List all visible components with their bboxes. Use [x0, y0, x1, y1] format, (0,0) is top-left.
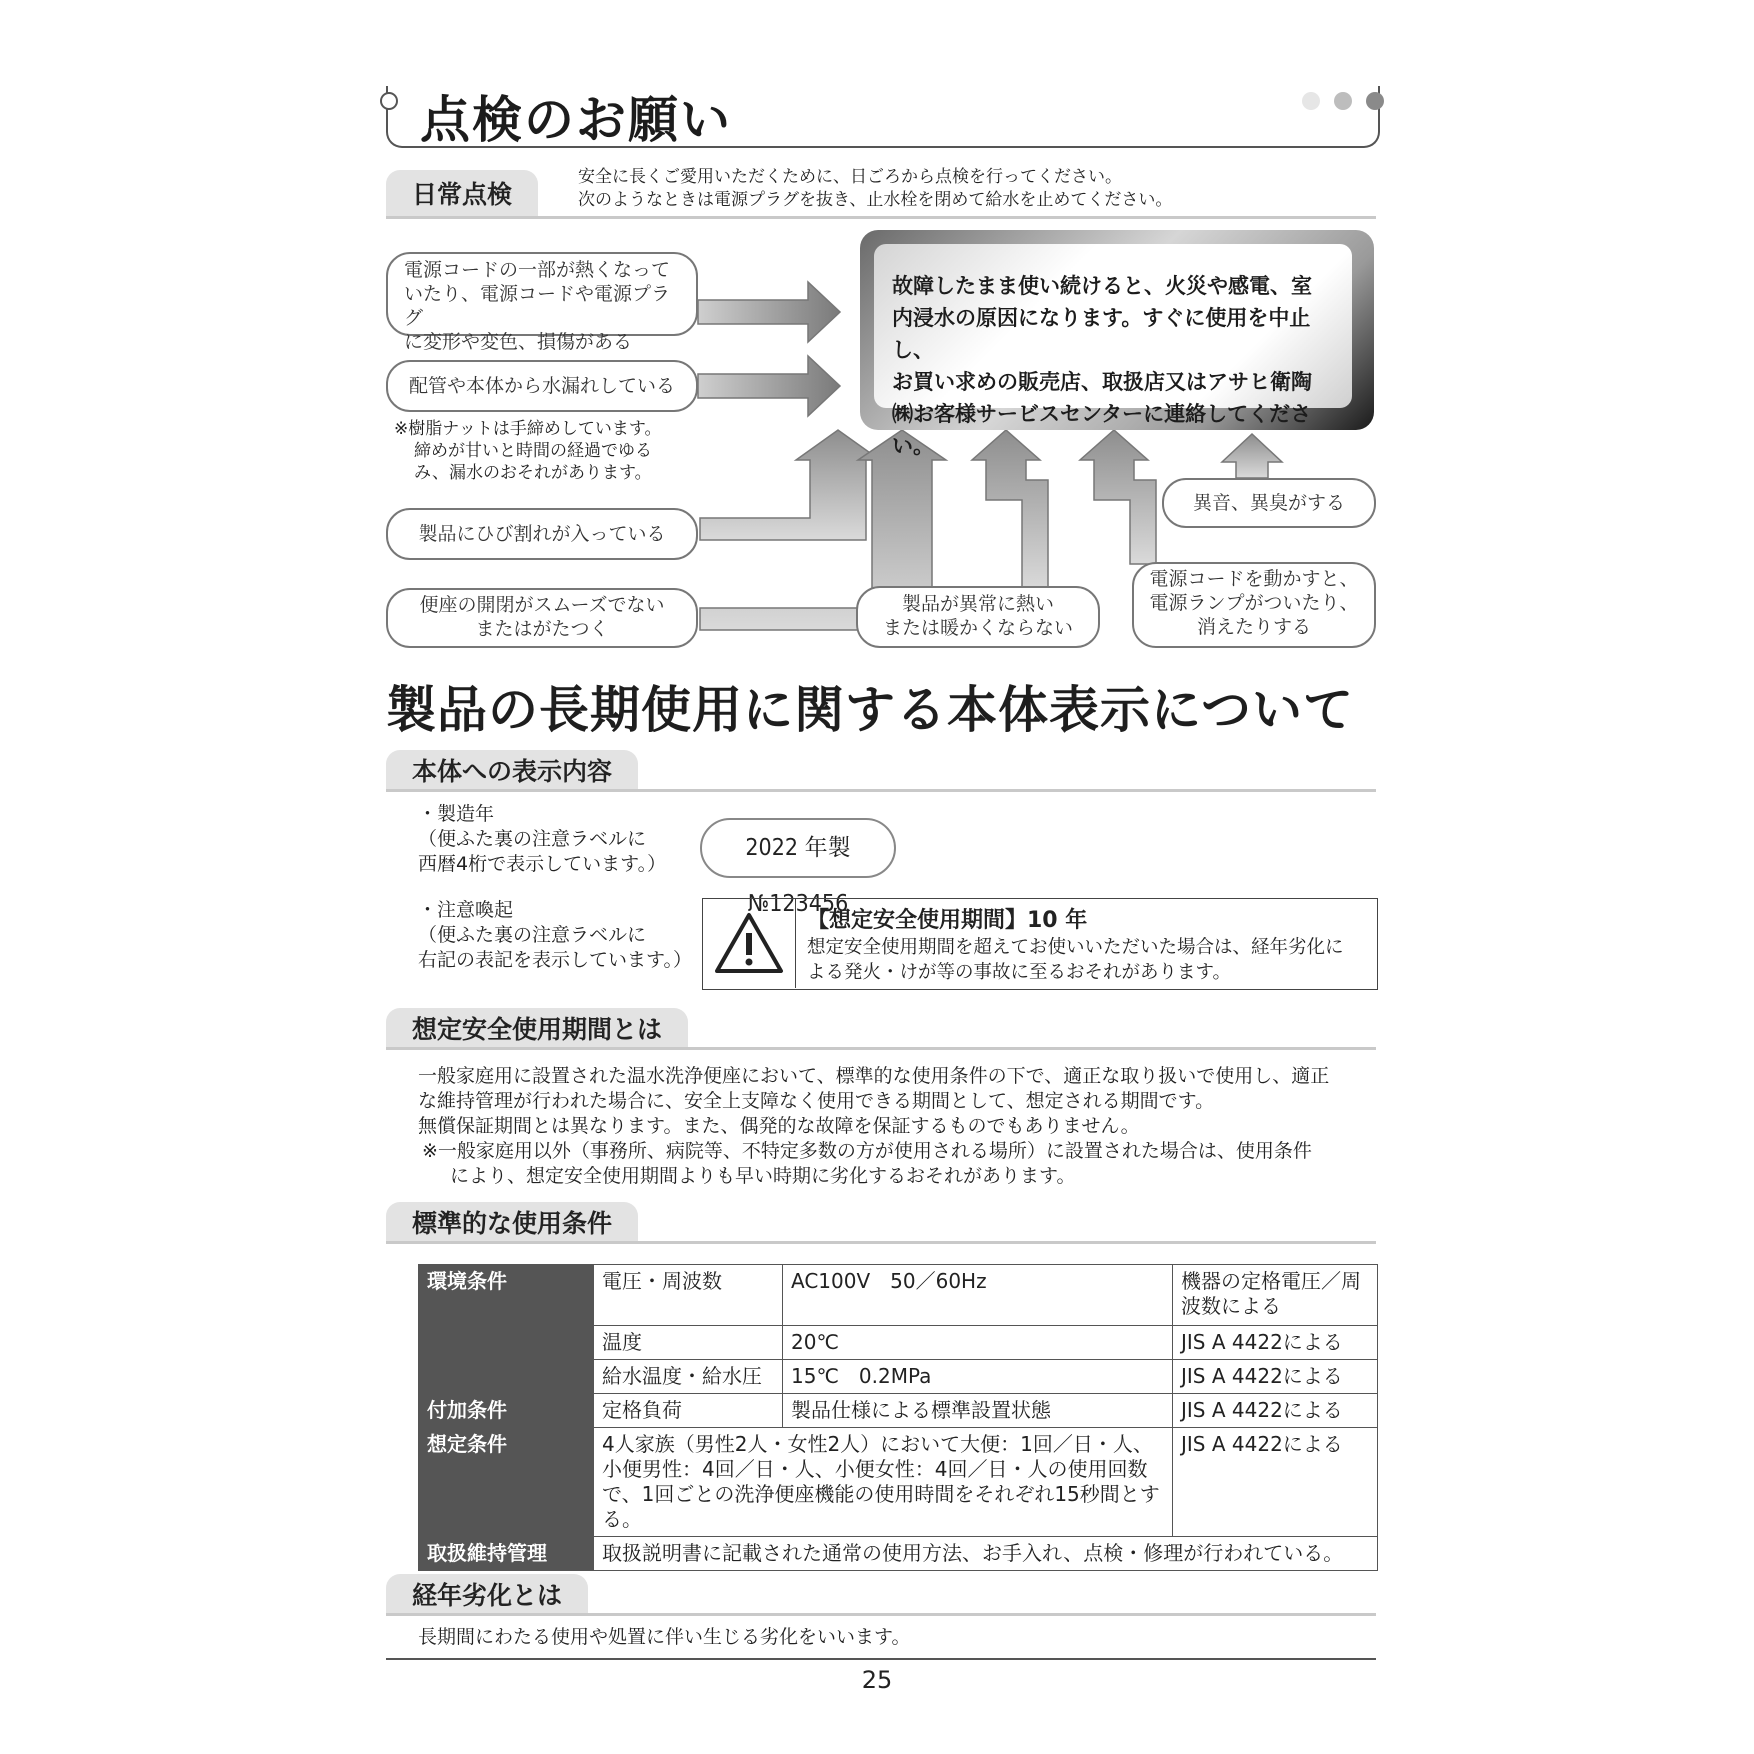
warning-box — [874, 244, 1352, 458]
warning-line: ㈱お客様サービスセンターに連絡してください。 — [892, 402, 1312, 458]
note-line: 右記の表記を表示しています。） — [418, 949, 692, 971]
table-cell: 機器の定格電圧／周波数による — [1173, 1265, 1378, 1326]
caution-label-box — [702, 898, 1378, 990]
usage-conditions-table — [418, 1264, 1378, 1571]
table-cell: 取扱説明書に記載された通常の使用方法、お手入れ、点検・修理が行われている。 — [594, 1537, 1378, 1571]
section-rule — [386, 789, 1376, 792]
caution-body — [807, 935, 1344, 985]
daily-intro-1: 安全に長くご愛用いただくために、日ごろから点検を行ってください。 — [578, 167, 1122, 187]
period-line: な維持管理が行われた場合に、安全上支障なく使用できる期間として、想定される期間です。 — [418, 1090, 1215, 1112]
warning-line: お買い求めの販売店、取扱店又はアサヒ衛陶 — [892, 370, 1312, 394]
manufacture-label: 2022 年製 №123456 — [700, 818, 896, 878]
safety-period-tab: 想定安全使用期間とは — [386, 1008, 688, 1050]
arrow-up-1-icon — [700, 430, 880, 540]
table-cell: 15℃ 0.2MPa — [783, 1360, 1173, 1394]
footer-rule — [386, 1658, 1376, 1660]
table-cell: JIS A 4422による — [1173, 1326, 1378, 1360]
period-line: 一般家庭用に設置された温水洗浄便座において、標準的な使用条件の下で、適正な取り扱いで使用し、適正 — [418, 1065, 1330, 1087]
caution-title: 【想定安全使用期間】10 年 — [807, 908, 1088, 933]
manufacture-year-note — [418, 802, 666, 877]
warning-line: 故障したまま使い続けると、火災や感電、室 — [892, 274, 1312, 298]
table-row — [419, 1537, 1378, 1571]
section-rule — [386, 1613, 1376, 1616]
caution-note — [418, 898, 692, 973]
section-rule — [386, 1241, 1376, 1244]
bubble-crack: 製品にひび割れが入っている — [386, 508, 698, 560]
arrow-right-2-icon — [698, 356, 840, 416]
table-cell: JIS A 4422による — [1173, 1394, 1378, 1428]
bubble-power-cord-hot — [386, 252, 698, 353]
bubble-noise-smell: 異音、異臭がする — [1162, 478, 1376, 528]
bubble-line: 電源コードを動かすと、 — [1149, 568, 1359, 590]
caution-icon-cell — [703, 899, 796, 988]
table-cell: JIS A 4422による — [1173, 1360, 1378, 1394]
bubble-line: いたり、電源コードや電源プラグ — [404, 283, 671, 329]
display-contents-tab: 本体への表示内容 — [386, 750, 638, 792]
long-term-use-heading: 製品の長期使用に関する本体表示について — [386, 681, 1354, 739]
table-cell: 20℃ — [783, 1326, 1173, 1360]
table-cell: 温度 — [594, 1326, 783, 1360]
aging-tab: 経年劣化とは — [386, 1574, 588, 1616]
table-cell: 4人家族（男性2人・女性2人）において大便：1回／日・人、小便男性：4回／日・人、小便女性：4回／日・人の使用回数で、1回ごとの洗浄便座機能の使用時間をそれぞれ15秒間とする。 — [594, 1428, 1173, 1537]
bubble-line: 消えたりする — [1196, 616, 1311, 638]
note-line: （便ふた裏の注意ラベルに — [418, 828, 647, 850]
section-rule — [386, 1047, 1376, 1050]
note-line: （便ふた裏の注意ラベルに — [418, 924, 647, 946]
page-title: 点検のお願い — [420, 91, 732, 149]
bubble-power-lamp — [1132, 562, 1376, 648]
row-header: 環境条件 — [419, 1265, 594, 1394]
note-line: ・製造年 — [418, 803, 495, 825]
page-number: 25 — [861, 1666, 893, 1694]
bubble-line: に変形や変色、損傷がある — [404, 331, 633, 353]
table-cell: 製品仕様による標準設置状態 — [783, 1394, 1173, 1428]
warning-line: 内浸水の原因になります。すぐに使用を中止し、 — [892, 306, 1311, 362]
resin-nut-note — [394, 418, 662, 484]
table-row — [419, 1394, 1378, 1428]
table-cell: 定格負荷 — [594, 1394, 783, 1428]
safety-period-text — [418, 1064, 1329, 1189]
table-cell: JIS A 4422による — [1173, 1428, 1378, 1537]
bubble-line: 電源ランプがついたり、 — [1149, 592, 1359, 614]
table-cell: AC100V 50／60Hz — [783, 1265, 1173, 1326]
row-header: 想定条件 — [419, 1428, 594, 1537]
daily-intro-2: 次のようなときは電源プラグを抜き、止水栓を閉めて給水を止めてください。 — [578, 190, 1173, 210]
bubble-line: または暖かくならない — [882, 617, 1073, 639]
arrow-right-1-icon — [698, 282, 840, 342]
caution-line: よる発火・けが等の事故に至るおそれがあります。 — [807, 962, 1232, 983]
table-cell: 給水温度・給水圧 — [594, 1360, 783, 1394]
period-line: により、想定安全使用期間よりも早い時期に劣化するおそれがあります。 — [450, 1165, 1076, 1187]
period-line: ※一般家庭用以外（事務所、病院等、不特定多数の方が使用される場所）に設置された場合は、使用条件 — [422, 1140, 1312, 1162]
row-header: 取扱維持管理 — [419, 1537, 594, 1571]
warning-triangle-icon — [703, 899, 795, 988]
bubble-water-leak: 配管や本体から水漏れしている — [386, 360, 698, 412]
note-line: 西暦4桁で表示しています。） — [418, 853, 667, 875]
bubble-line: 製品が異常に熱い — [901, 593, 1054, 615]
note-line: ※樹脂ナットは手締めしています。 — [394, 419, 662, 439]
bubble-seat-rattle — [386, 588, 698, 648]
note-line: み、漏水のおそれがあります。 — [414, 463, 652, 483]
note-line: ・注意喚起 — [418, 899, 514, 921]
usage-conditions-tab: 標準的な使用条件 — [386, 1202, 638, 1244]
period-line: 無償保証期間とは異なります。また、偶発的な故障を保証するものでもありません。 — [418, 1115, 1140, 1137]
note-line: 締めが甘いと時間の経過でゆる — [414, 441, 652, 461]
caution-line: 想定安全使用期間を超えてお使いいただいた場合は、経年劣化に — [807, 937, 1344, 958]
table-cell: 電圧・周波数 — [594, 1265, 783, 1326]
bubble-line: 電源コードの一部が熱くなって — [404, 259, 671, 281]
bubble-line: またはがたつく — [475, 618, 609, 640]
table-row — [419, 1428, 1378, 1537]
bubble-line: 便座の開閉がスムーズでない — [419, 594, 665, 616]
table-row — [419, 1265, 1378, 1326]
row-header: 付加条件 — [419, 1394, 594, 1428]
bubble-abnormal-heat — [856, 586, 1100, 648]
daily-inspection-tab: 日常点検 — [386, 170, 538, 218]
aging-text: 長期間にわたる使用や処置に伴い生じる劣化をいいます。 — [418, 1626, 911, 1648]
